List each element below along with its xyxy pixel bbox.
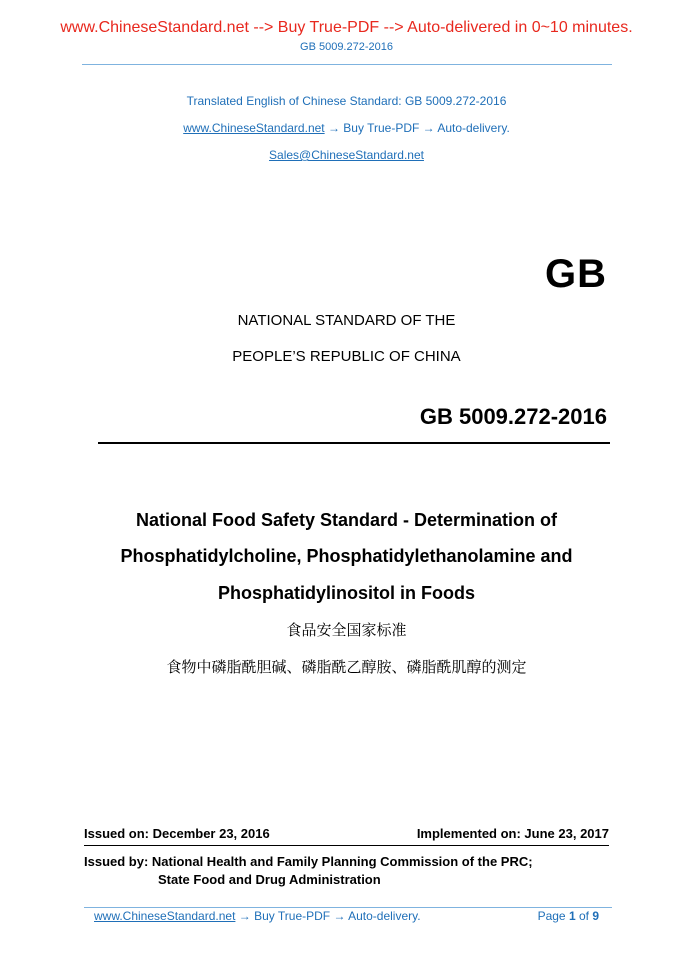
- chinese-title-line-2: 食物中磷脂酰胆碱、磷脂酰乙醇胺、磷脂酰肌醇的测定: [166, 658, 527, 676]
- title-line-1: National Food Safety Standard - Determination of: [135, 510, 558, 530]
- standard-number: GB 5009.272-2016: [419, 404, 607, 429]
- country-line: PEOPLE’S REPUBLIC OF CHINA: [232, 348, 461, 365]
- footer-purchase-line: [94, 909, 421, 923]
- implemented-on-date: Implemented on: June 23, 2017: [416, 826, 609, 841]
- issued-by-block: [84, 853, 533, 889]
- national-standard-line: NATIONAL STANDARD OF THE: [237, 312, 456, 329]
- footer-purchase-text: → Buy True-PDF → Auto-delivery.: [235, 909, 421, 923]
- page-of: of: [575, 909, 593, 923]
- email-line: [0, 148, 693, 162]
- footer-divider: [84, 907, 612, 908]
- issued-by-line-2: State Food and Drug Administration: [158, 872, 381, 887]
- page-total: 9: [592, 909, 599, 923]
- page-label: Page: [537, 909, 569, 923]
- purchase-text: → Buy True-PDF → Auto-delivery.: [324, 121, 510, 135]
- issued-by-line-1: Issued by: National Health and Family Planning Commission of the PRC;: [84, 854, 533, 869]
- purchase-line: [0, 121, 693, 135]
- title-line-2: Phosphatidylcholine, Phosphatidylethanolamine and: [120, 546, 573, 566]
- issue-divider: [84, 845, 609, 846]
- issued-on-date: Issued on: December 23, 2016: [84, 826, 270, 841]
- top-banner: www.ChineseStandard.net --> Buy True-PDF --> Auto-delivered in 0~10 minutes.: [60, 19, 633, 36]
- footer-website-link[interactable]: www.ChineseStandard.net: [94, 909, 236, 923]
- sales-email-link[interactable]: Sales@ChineseStandard.net: [269, 148, 424, 162]
- title-line-3: Phosphatidylinositol in Foods: [218, 583, 475, 603]
- header-divider: [82, 64, 612, 65]
- standard-number-rule: [98, 442, 610, 444]
- chinese-title-line-1: 食品安全国家标准: [286, 621, 407, 639]
- page-number: 1: [568, 909, 576, 923]
- header-standard-code: GB 5009.272-2016: [300, 41, 393, 53]
- gb-mark: GB: [545, 252, 607, 296]
- page-indicator: [538, 909, 599, 923]
- website-link[interactable]: www.ChineseStandard.net: [183, 121, 325, 135]
- translated-line: Translated English of Chinese Standard: GB 5009.272-2016: [186, 94, 507, 108]
